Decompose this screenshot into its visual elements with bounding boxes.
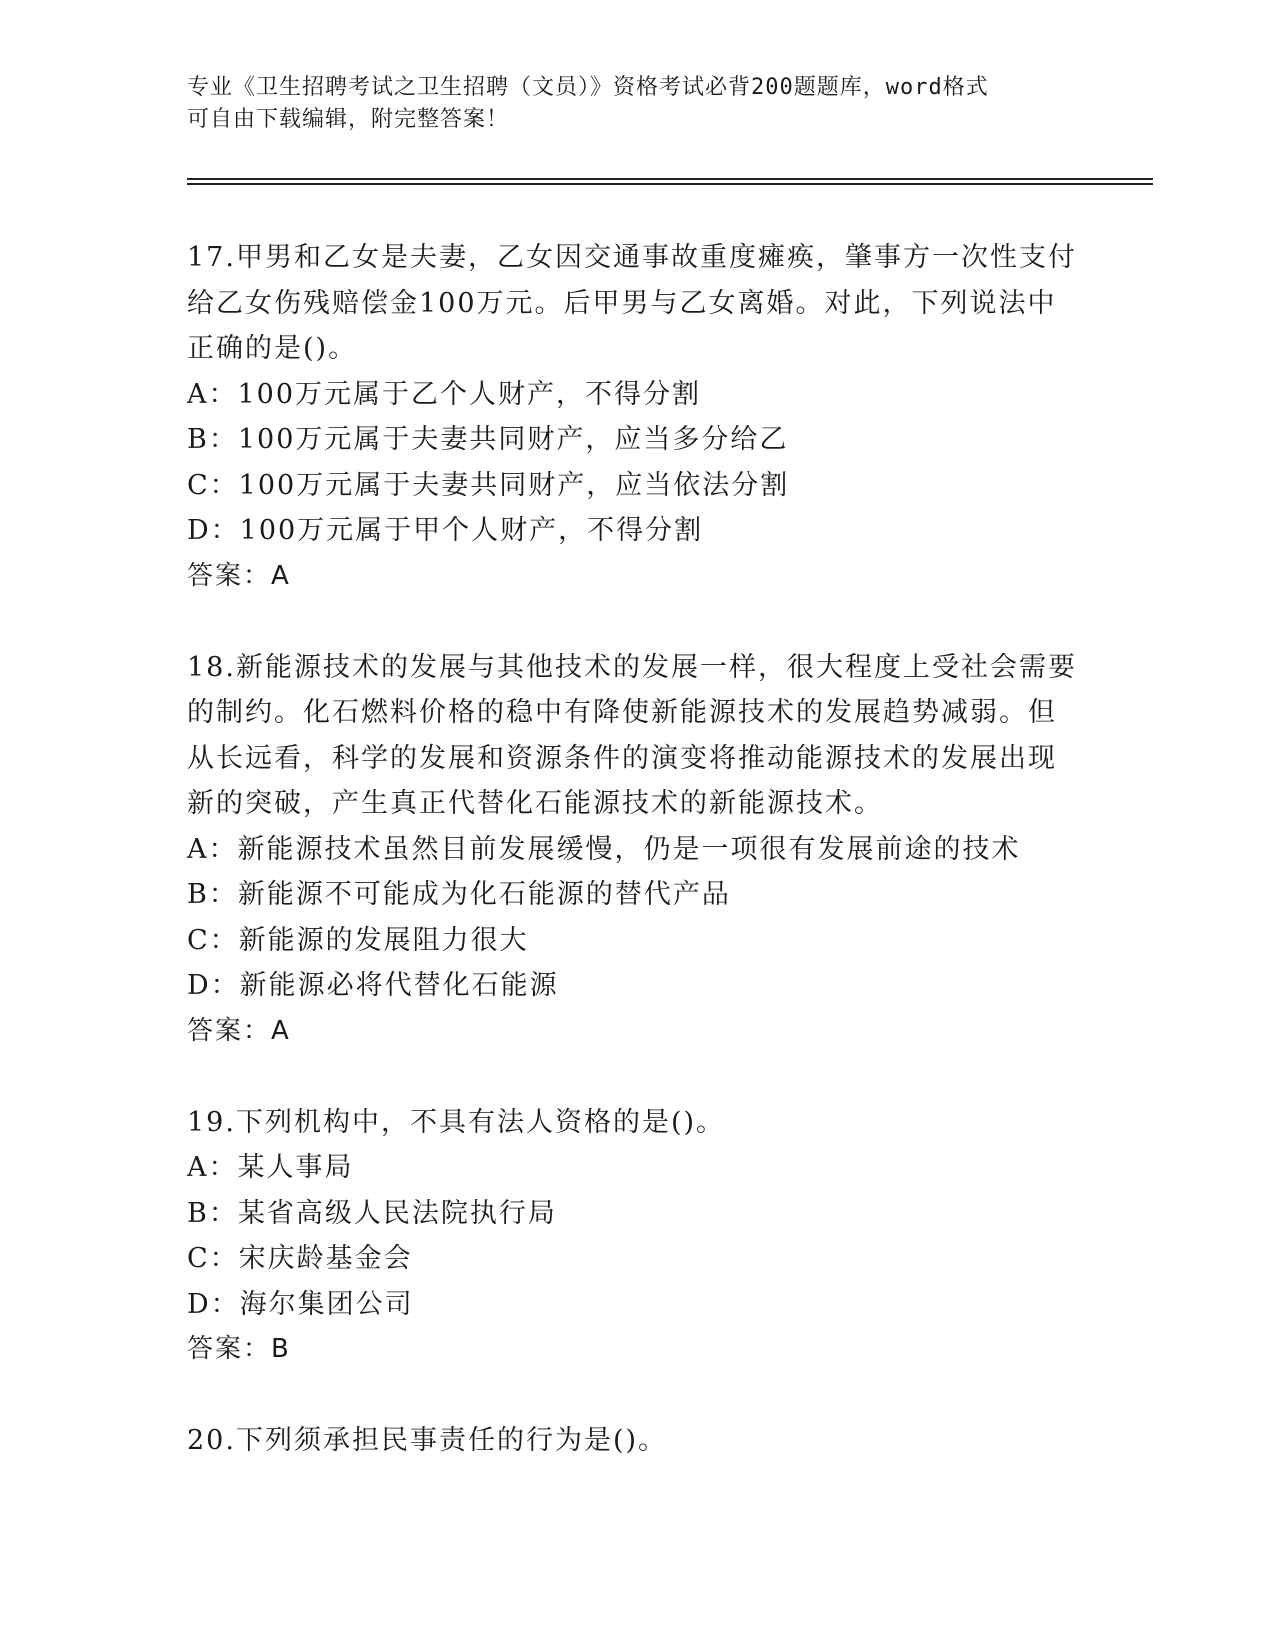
question-20 <box>187 1418 1107 1464</box>
question-stem-line: 17.甲男和乙女是夫妻，乙女因交通事故重度瘫痪，肇事方一次性支付 <box>187 242 1077 273</box>
option-c: C：新能源的发展阻力很大 <box>187 924 529 956</box>
question-stem-line: 给乙女伤残赔偿金100万元。后甲男与乙女离婚。对此，下列说法中 <box>187 287 1057 319</box>
spacer <box>187 1373 1107 1419</box>
answer-line: 答案：A <box>187 560 291 591</box>
document-header <box>187 72 1087 136</box>
option-a: A：100万元属于乙个人财产，不得分割 <box>187 378 702 410</box>
option-a: A：新能源技术虽然目前发展缓慢，仍是一项很有发展前途的技术 <box>187 833 1021 865</box>
question-stem-line: 19.下列机构中，不具有法人资格的是()。 <box>187 1106 726 1138</box>
question-stem-line: 18.新能源技术的发展与其他技术的发展一样，很大程度上受社会需要 <box>187 651 1077 683</box>
answer-line: 答案：A <box>187 1015 291 1046</box>
option-a: A：某人事局 <box>187 1152 354 1183</box>
option-c: C：100万元属于夫妻共同财产，应当依法分割 <box>187 469 790 501</box>
header-divider-top <box>187 178 1153 180</box>
question-list <box>187 235 1107 1464</box>
option-d: D：海尔集团公司 <box>187 1288 414 1320</box>
header-line-1: 专业《卫生招聘考试之卫生招聘（文员）》资格考试必背200题题库，word格式 <box>187 75 989 100</box>
option-d: D：新能源必将代替化石能源 <box>187 970 559 1001</box>
question-stem-line: 的制约。化石燃料价格的稳中有降使新能源技术的发展趋势减弱。但 <box>187 697 1057 728</box>
option-b: B：100万元属于夫妻共同财产，应当多分给乙 <box>187 424 789 455</box>
option-d: D：100万元属于甲个人财产，不得分割 <box>187 515 704 546</box>
spacer <box>187 599 1107 645</box>
question-stem-line: 新的突破，产生真正代替化石能源技术的新能源技术。 <box>187 788 883 819</box>
option-b: B：新能源不可能成为化石能源的替代产品 <box>187 879 731 910</box>
answer-line: 答案：B <box>187 1334 291 1364</box>
question-stem-line: 从长远看，科学的发展和资源条件的演变将推动能源技术的发展出现 <box>187 742 1057 774</box>
question-18 <box>187 645 1107 1055</box>
option-b: B：某省高级人民法院执行局 <box>187 1197 557 1229</box>
question-17 <box>187 235 1107 599</box>
option-c: C：宋庆龄基金会 <box>187 1243 413 1274</box>
question-stem-line: 20.下列须承担民事责任的行为是()。 <box>187 1425 668 1456</box>
header-line-2: 可自由下载编辑，附完整答案！ <box>187 107 510 132</box>
header-divider-bottom <box>187 183 1153 185</box>
spacer <box>187 1054 1107 1100</box>
question-stem-line: 正确的是()。 <box>187 333 358 364</box>
question-19 <box>187 1100 1107 1373</box>
